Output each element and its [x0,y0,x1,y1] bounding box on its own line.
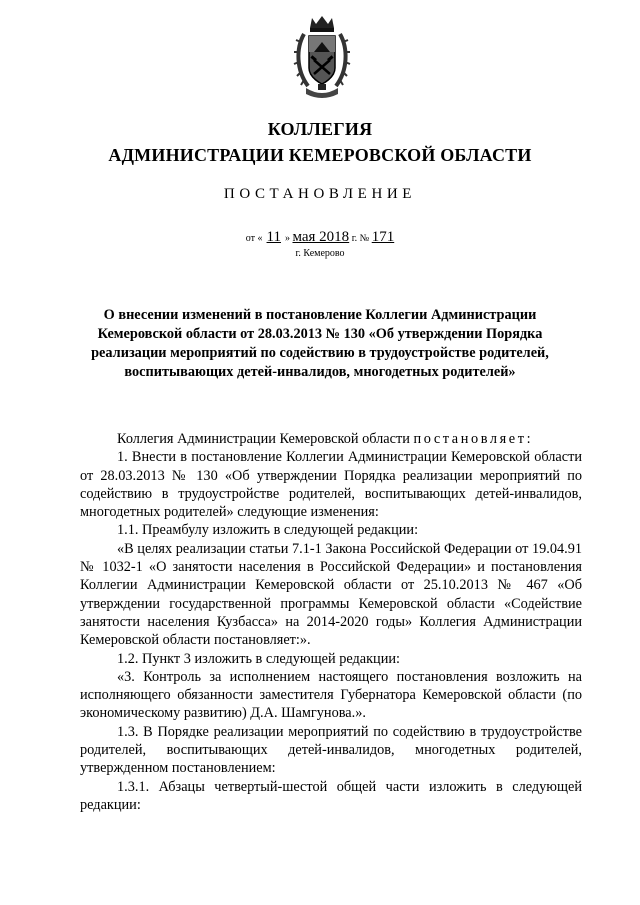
date-day: 11 [266,229,281,245]
organization-name: КОЛЛЕГИЯ [267,119,373,139]
date-line [0,229,640,246]
intro-spaced-word: постановляет: [413,431,534,447]
city: г. Кемерово [295,248,345,259]
date-prefix: от « [245,233,263,244]
body-paragraph: 1. Внести в постановление Коллегии Администрации Кемеровской области от 28.03.2013 № 130 «Об утверждении Порядка реализации мероприятий по содействию в трудоустройстве родителей, воспитывающих детей-инвалидов, многодетных родителей» следующие изменения: [80,449,582,521]
document-body [80,430,582,814]
intro-paragraph [80,430,582,448]
organization-name-line2: АДМИНИСТРАЦИИ КЕМЕРОВСКОЙ ОБЛАСТИ [108,145,532,165]
body-paragraph: 1.3.1. Абзацы четвертый-шестой общей части изложить в следующей редакции: [80,778,582,813]
body-paragraph: 1.3. В Порядке реализации мероприятий по содействию в трудоустройстве родителей, воспитывающих детей-инвалидов, многодетных родителей, утвержденном постановлением: [80,723,582,777]
document-number: 171 [371,229,395,245]
document-title: О внесении изменений в постановление Коллегии Администрации Кемеровской области от 28.03.2013 № 130 «Об утверждении Порядка реализации мероприятий по содействию в трудоустройстве родителей, воспитывающих детей-инвалидов, многодетных родителей» [91,307,549,380]
date-month-year: мая 2018 [292,229,350,245]
body-paragraph: 1.2. Пункт 3 изложить в следующей редакции: [117,650,400,667]
body-paragraph: «3. Контроль за исполнением настоящего постановления возложить на исполняющего обязанности заместителя Губернатора Кемеровской области (по экономическому развитию) Д.А. Шамгунова.». [80,668,582,722]
number-prefix: № [359,233,370,244]
date-year-suffix: г. [351,233,358,244]
intro-text: Коллегия Администрации Кемеровской области [117,431,410,447]
date-day-suffix: » [284,233,290,244]
coat-of-arms-icon [292,14,352,104]
body-paragraph: 1.1. Преамбулу изложить в следующей редакции: [117,522,419,539]
body-paragraph: «В целях реализации статьи 7.1-1 Закона Российской Федерации от 19.04.91 № 1032-1 «О занятости населения в Российской Федерации» и постановления Коллегии Администрации Кемеровской области от 25.10.2013 № 467 «Об утверждении государственной программы Кемеровской области «Содействие занятости населения Кузбасса» на 2014-2020 годы» Коллегия Администрации Кемеровской области постановляет:». [80,540,582,649]
document-type: ПОСТАНОВЛЕНИЕ [223,186,417,202]
